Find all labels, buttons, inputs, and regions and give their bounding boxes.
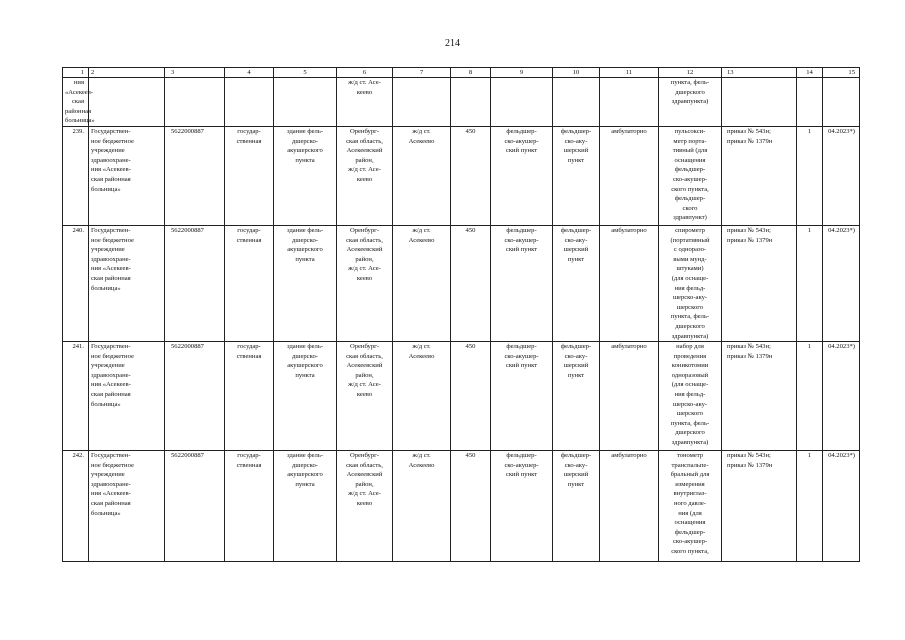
table-cell-col-12: 12 [659,68,722,78]
table-cell-col-10: фельдшер- ско-аку- шерский пункт [553,126,600,225]
table-cell-col-6: Оренбург- ская область, Асекеевский район, ж/д ст. Асе- кеево [337,342,393,451]
table-cell-col-13: приказ № 543н; приказ № 1379н [722,225,797,341]
table-cell-col-15: 04.2023*) [823,451,860,562]
table-cell-col-14: 1 [797,451,823,562]
table-cell-col-13: приказ № 543н; приказ № 1379н [722,342,797,451]
table-cell-col-1: 242. [63,451,89,562]
table-cell-col-12: пункта, фель- дшерского здравпункта) [659,78,722,127]
table-cell-col-4: государ- ственная [225,225,274,341]
table-cell-col-14: 1 [797,225,823,341]
table-cell-col-15: 04.2023*) [823,225,860,341]
table-cell-col-2: Государствен- ное бюджетное учреждение здравоохране- ния «Асекеев- ская районная больница» [89,225,165,341]
table-row-continued [63,78,860,127]
table-cell-col-9: фельдшер- ско-акушер- ский пункт [491,126,553,225]
table-cell-col-3: 5622000887 [165,126,225,225]
table-cell-col-6: Оренбург- ская область, Асекеевский район, ж/д ст. Асе- кеево [337,126,393,225]
table-cell-col-7: ж/д ст. Асекеево [393,451,451,562]
table-cell-col-9: фельдшер- ско-акушер- ский пункт [491,342,553,451]
table-cell-col-6: Оренбург- ская область, Асекеевский район, ж/д ст. Асе- кеево [337,225,393,341]
table-cell-col-7 [393,78,451,127]
table-cell-col-10: фельдшер- ско-аку- шерский пункт [553,225,600,341]
table-cell-col-2: Государствен- ное бюджетное учреждение здравоохране- ния «Асекеев- ская районная больница» [89,126,165,225]
table-cell-col-8: 450 [451,342,491,451]
table-cell-col-6: ж/д ст. Асе- кеево [337,78,393,127]
table-cell-col-15 [823,78,860,127]
table-cell-col-13 [722,78,797,127]
table-row [63,342,860,451]
table-cell-col-6: Оренбург- ская область, Асекеевский район, ж/д ст. Асе- кеево [337,451,393,562]
table-cell-col-8 [451,78,491,127]
page-number: 214 [445,38,460,49]
table-cell-col-11: амбулаторно [600,225,659,341]
table-cell-col-2 [89,78,165,127]
table-cell-col-5: здание фель- дшерско- акушерского пункта [274,126,337,225]
table-cell-col-10: фельдшер- ско-аку- шерский пункт [553,451,600,562]
table-cell-col-3: 5622000887 [165,225,225,341]
table-cell-col-4: государ- ственная [225,342,274,451]
table-row [63,451,860,562]
table-cell-col-8: 450 [451,225,491,341]
table-cell-col-15: 04.2023*) [823,342,860,451]
table-cell-col-9 [491,78,553,127]
table-cell-col-7: ж/д ст. Асекеево [393,126,451,225]
table-cell-col-3: 5622000887 [165,451,225,562]
table-cell-col-4: 4 [225,68,274,78]
table-cell-col-8: 450 [451,126,491,225]
table-cell-col-10: 10 [553,68,600,78]
table-cell-col-8: 8 [451,68,491,78]
table-cell-col-4 [225,78,274,127]
table-row [63,126,860,225]
table-cell-col-9: фельдшер- ско-акушер- ский пункт [491,451,553,562]
table-cell-col-3 [165,78,225,127]
table-cell-col-2: Государствен- ное бюджетное учреждение здравоохране- ния «Асекеев- ская районная больница» [89,451,165,562]
table-cell-col-14 [797,78,823,127]
table-cell-col-10 [553,78,600,127]
table-cell-col-14: 1 [797,126,823,225]
table-cell-col-6: 6 [337,68,393,78]
table-cell-col-1: 240. [63,225,89,341]
table-cell-col-12: пульсокси- метр порта- тивный (для оснащения фельдшер- ско-акушер- ского пункта, фельдшер- ского здравпункт) [659,126,722,225]
table-cell-col-7: 7 [393,68,451,78]
table-cell-col-14: 14 [797,68,823,78]
table-cell-col-8: 450 [451,451,491,562]
table-cell-col-5 [274,78,337,127]
table-cell-col-3: 3 [165,68,225,78]
table-cell-col-11: амбулаторно [600,451,659,562]
table-cell-col-15: 15 [823,68,860,78]
table-body [63,68,860,562]
table-cell-col-11: 11 [600,68,659,78]
table-cell-col-11 [600,78,659,127]
table-cell-col-7: ж/д ст. Асекеево [393,342,451,451]
table-cell-col-1: 241. [63,342,89,451]
table-cell-col-1: 239. [63,126,89,225]
table-cell-col-2: Государствен- ное бюджетное учреждение здравоохране- ния «Асекеев- ская районная больница» [89,342,165,451]
table-cell-col-9: 9 [491,68,553,78]
table-cell-col-5: здание фель- дшерско- акушерского пункта [274,225,337,341]
table-cell-col-12: спирометр (портативный с одноразо- выми мунд- штуками) (для оснаще- ния фельд- шерско-аку- шерского пункта, фель- дшерского здравпункта) [659,225,722,341]
column-number-header-row [63,68,860,78]
table-row [63,225,860,341]
table-cell-col-12: тонометр транспальпе- бральный для измерения внутриглаз- ного давле- ния (для оснащения фельдшер- ско-акушер- ского пункта, [659,451,722,562]
table-cell-col-15: 04.2023*) [823,126,860,225]
table-cell-col-13: приказ № 543н; приказ № 1379н [722,126,797,225]
table-cell-col-5: здание фель- дшерско- акушерского пункта [274,451,337,562]
table-cell-col-12: набор для проведения коникотомии одноразовый (для оснаще- ния фельд- шерско-аку- шерского пункта, фель- дшерского здравпункта) [659,342,722,451]
table-cell-col-14: 1 [797,342,823,451]
equipment-register-table [62,67,860,562]
table-cell-col-4: государ- ственная [225,451,274,562]
table-cell-col-13: 13 [722,68,797,78]
table-cell-col-5: 5 [274,68,337,78]
table-cell-col-7: ж/д ст. Асекеево [393,225,451,341]
table-cell-col-3: 5622000887 [165,342,225,451]
table-cell-col-1: ния «Асекеев- ская районная больница» [63,78,89,127]
table-cell-col-1: 1 [63,68,89,78]
table-cell-col-2: 2 [89,68,165,78]
table-cell-col-10: фельдшер- ско-аку- шерский пункт [553,342,600,451]
table-cell-col-13: приказ № 543н; приказ № 1379н [722,451,797,562]
table-cell-col-11: амбулаторно [600,126,659,225]
table-cell-col-5: здание фель- дшерско- акушерского пункта [274,342,337,451]
table-cell-col-4: государ- ственная [225,126,274,225]
table-cell-col-9: фельдшер- ско-акушер- ский пункт [491,225,553,341]
table-cell-col-11: амбулаторно [600,342,659,451]
